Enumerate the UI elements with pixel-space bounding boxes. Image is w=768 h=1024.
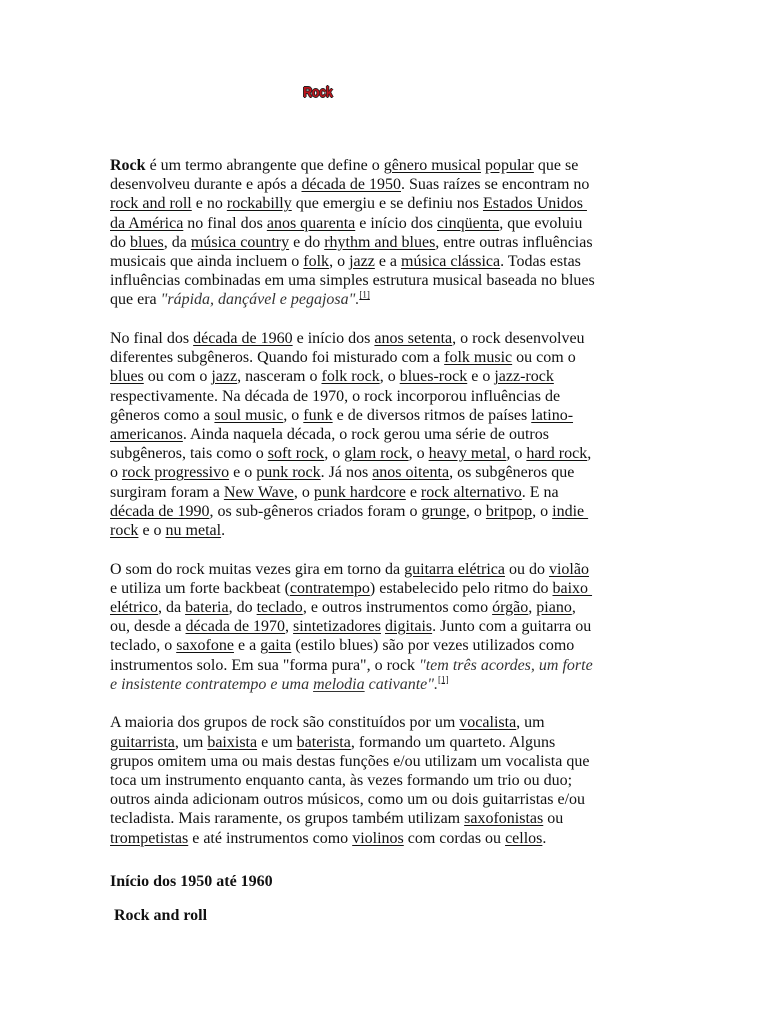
wiki-link[interactable]: baterista <box>296 733 351 751</box>
wiki-link[interactable]: blues <box>130 233 164 251</box>
text-line <box>110 598 670 617</box>
wiki-link[interactable]: bateria <box>185 598 229 616</box>
text: (estilo blues) são por vezes utilizados como <box>291 637 575 655</box>
text: e a <box>374 252 402 270</box>
wiki-link[interactable]: cinqüenta <box>437 214 500 232</box>
text: ou com o <box>512 349 576 367</box>
footnote-link[interactable]: [1] <box>437 674 449 685</box>
text: , formando um quarteto. Alguns <box>350 733 556 751</box>
text-line <box>110 829 670 848</box>
text: , os sub-gêneros criados foram o <box>209 502 422 520</box>
text: e o <box>229 464 257 482</box>
wiki-link[interactable]: música clássica <box>401 252 501 270</box>
text: . <box>542 829 547 847</box>
text: . Suas raízes se encontram no <box>401 176 590 194</box>
wiki-link[interactable]: heavy metal <box>428 445 507 463</box>
text: , o <box>283 406 304 424</box>
paragraph <box>110 713 670 847</box>
text-line <box>110 521 670 540</box>
text: , o <box>408 445 429 463</box>
wiki-link[interactable]: violão <box>548 560 589 578</box>
wiki-link[interactable]: da América <box>110 214 184 232</box>
wiki-link[interactable]: hard rock <box>526 445 588 463</box>
wiki-link[interactable]: latino- <box>531 406 574 424</box>
wiki-link[interactable]: saxofonistas <box>464 810 544 828</box>
wiki-link[interactable]: guitarra elétrica <box>404 560 505 578</box>
text: . <box>221 521 226 539</box>
wiki-link[interactable]: jazz-rock <box>494 368 554 386</box>
document-body <box>110 156 670 867</box>
text-line <box>110 406 670 425</box>
text: e início dos <box>355 214 438 232</box>
text: e o <box>467 368 495 386</box>
wiki-link[interactable]: década de 1960 <box>193 330 293 347</box>
text: teclado, o <box>110 637 177 655</box>
text-line <box>110 752 670 771</box>
text-line <box>110 502 670 521</box>
wiki-link[interactable]: jazz <box>349 252 375 270</box>
wiki-link[interactable]: saxofone <box>176 637 234 655</box>
section-heading: Início dos 1950 até 1960 <box>110 873 273 890</box>
text-line <box>110 656 670 675</box>
text: . Todas estas <box>500 252 581 270</box>
text: musicais que ainda incluem o <box>110 252 304 270</box>
text-line <box>110 367 670 386</box>
text: , o <box>532 502 553 520</box>
wiki-link[interactable]: baixo <box>552 579 593 597</box>
wiki-link[interactable]: rhythm and blues <box>324 233 436 251</box>
text-line <box>110 271 670 290</box>
text-line <box>110 560 670 579</box>
text: , e outros instrumentos como <box>302 598 493 616</box>
wiki-link[interactable]: indie <box>552 502 589 520</box>
text: , <box>285 618 294 636</box>
wiki-link[interactable]: piano <box>536 598 572 616</box>
wiki-link[interactable]: vocalista <box>459 714 517 732</box>
text: e no <box>191 195 227 213</box>
wiki-link[interactable]: funk <box>303 406 333 424</box>
wiki-link[interactable]: soft rock <box>267 445 325 463</box>
paragraph <box>110 560 670 694</box>
wiki-link[interactable]: folk music <box>444 349 513 367</box>
wiki-link[interactable]: música country <box>190 233 290 251</box>
text-line <box>110 233 670 252</box>
text: o <box>110 464 122 482</box>
text: ou, desde a <box>110 618 186 636</box>
text-line <box>110 194 670 213</box>
wiki-link[interactable]: popular <box>484 157 534 174</box>
text: e utiliza um forte backbeat ( <box>110 579 290 597</box>
wiki-link[interactable]: folk <box>303 252 330 270</box>
text: , o <box>329 252 350 270</box>
wiki-link[interactable]: guitarrista <box>110 733 175 751</box>
wiki-link[interactable]: digitais <box>385 618 433 636</box>
wiki-link[interactable]: anos quarenta <box>266 214 356 232</box>
text: tecladista. Mais raramente, os grupos também utilizam <box>110 810 465 828</box>
text-line <box>110 483 670 502</box>
text-line <box>110 252 670 271</box>
wiki-link[interactable]: rock <box>110 521 139 539</box>
text: desenvolveu durante e após a <box>110 176 302 194</box>
text: e um <box>257 733 297 751</box>
rock-logo: Rock <box>303 84 333 101</box>
wiki-link[interactable]: New Wave <box>223 483 294 501</box>
wiki-link[interactable]: melodia <box>313 675 365 693</box>
text-line <box>110 329 670 348</box>
wiki-link[interactable]: violinos <box>352 829 404 847</box>
wiki-link[interactable]: glam rock <box>344 445 409 463</box>
text: No final dos <box>110 330 194 347</box>
quote-text: e insistente contratempo e uma <box>110 675 314 693</box>
wiki-link[interactable]: sintetizadores <box>293 618 382 636</box>
text-line <box>110 387 670 406</box>
text-line <box>110 713 670 732</box>
wiki-link[interactable]: trompetistas <box>110 829 189 847</box>
text: ) estabelecido pelo ritmo do <box>369 579 553 597</box>
text: diferentes subgêneros. Quando foi misturado com a <box>110 349 445 367</box>
text: que emergiu e se definiu nos <box>291 195 483 213</box>
text: que era <box>110 291 161 309</box>
text-line <box>110 790 670 809</box>
text: ou com o <box>143 368 212 386</box>
text: , o <box>465 502 486 520</box>
wiki-link[interactable]: soul music <box>214 406 284 424</box>
text: com cordas ou <box>403 829 506 847</box>
wiki-link[interactable]: folk rock <box>321 368 380 386</box>
text: , o <box>324 445 345 463</box>
wiki-link[interactable]: Estados Unidos <box>482 195 587 213</box>
paragraph <box>110 329 670 540</box>
text: e do <box>289 233 325 251</box>
text: , que evoluiu <box>499 214 583 232</box>
wiki-link[interactable]: grunge <box>421 502 466 520</box>
text-line <box>110 771 670 790</box>
text-line <box>110 348 670 367</box>
wiki-link[interactable]: rock progressivo <box>122 464 230 482</box>
text: A maioria dos grupos de rock são constituídos por um <box>110 714 460 732</box>
text: e <box>405 483 421 501</box>
text: , nasceram o <box>237 368 322 386</box>
text: influências combinadas em uma simples estrutura musical baseada no blues <box>110 272 595 290</box>
wiki-link[interactable]: rock alternativo <box>420 483 522 501</box>
text: no final dos <box>183 214 267 232</box>
wiki-link[interactable]: rock and roll <box>110 195 192 213</box>
quote-text: cativante". <box>364 675 438 693</box>
wiki-link[interactable]: baixista <box>207 733 258 751</box>
wiki-link[interactable]: cellos <box>505 829 543 847</box>
wiki-link[interactable]: jazz <box>211 368 238 386</box>
text: e a <box>233 637 261 655</box>
text-line <box>110 636 670 655</box>
text-line <box>110 425 670 444</box>
text: e até instrumentos como <box>188 829 353 847</box>
text: ou <box>543 810 564 828</box>
text: , <box>571 598 576 616</box>
wiki-link[interactable]: punk hardcore <box>313 483 406 501</box>
wiki-link[interactable]: anos setenta <box>374 330 453 347</box>
quote-text: "tem três acordes, um forte <box>419 656 593 674</box>
text-line <box>110 175 670 194</box>
footnote-link[interactable]: [1] <box>359 289 370 300</box>
text: O som do rock muitas vezes gira em torno da <box>110 560 405 578</box>
text: que se <box>533 157 579 174</box>
text: . Ainda naquela década, o rock gerou uma série de outros <box>182 425 549 443</box>
text: é um termo abrangente que define o <box>145 157 384 174</box>
text: grupos omitem uma ou mais destas funções e/ou utilizam um vocalista que <box>110 752 590 770</box>
text: , da <box>157 598 186 616</box>
wiki-link[interactable]: elétrico <box>110 598 158 616</box>
wiki-link[interactable]: década de 1990 <box>110 502 210 520</box>
text: , um <box>516 714 545 732</box>
wiki-link[interactable]: blues <box>110 368 144 386</box>
wiki-link[interactable]: gaita <box>260 637 292 655</box>
subsection-heading: Rock and roll <box>114 907 208 924</box>
text: outros ainda adicionam outros músicos, como um ou dois guitarristas e/ou <box>110 791 586 809</box>
wiki-link[interactable]: órgão <box>492 598 529 616</box>
text: , entre outras influências <box>435 233 593 251</box>
text-line <box>110 617 670 636</box>
text: toca um instrumento enquanto canta, às vezes formando um trio ou duo; <box>110 771 573 789</box>
wiki-link[interactable]: britpop <box>485 502 533 520</box>
text-line <box>110 733 670 752</box>
text-line <box>110 444 670 463</box>
text: , <box>587 445 592 463</box>
text-line <box>110 675 670 694</box>
text: , os subgêneros que <box>449 464 575 482</box>
text: Rock <box>110 157 146 174</box>
wiki-link[interactable]: década de 1950 <box>301 176 401 194</box>
text: , o <box>506 445 527 463</box>
text: subgêneros, tais como o <box>110 445 268 463</box>
wiki-link[interactable]: teclado <box>256 598 303 616</box>
text: respectivamente. Na década de 1970, o rock incorporou influências de <box>110 387 561 405</box>
text: e início dos <box>292 330 375 347</box>
quote-text: "rápida, dançável e pegajosa". <box>160 291 360 309</box>
text: do <box>110 233 130 251</box>
text: , <box>528 598 537 616</box>
text: instrumentos solo. Em sua "forma pura", o rock <box>110 656 420 674</box>
wiki-link[interactable]: década de 1970 <box>185 618 286 636</box>
wiki-link[interactable]: anos oitenta <box>372 464 450 482</box>
text-line <box>110 214 670 233</box>
wiki-link[interactable]: rockabilly <box>226 195 292 213</box>
text: , o <box>293 483 314 501</box>
text-line <box>110 809 670 828</box>
text-line <box>110 156 670 175</box>
wiki-link[interactable]: americanos <box>110 425 183 443</box>
text: surgiram foram a <box>110 483 224 501</box>
text: e o <box>138 521 166 539</box>
text: , do <box>228 598 257 616</box>
text-line <box>110 463 670 482</box>
wiki-link[interactable]: contratempo <box>289 579 370 597</box>
text: , o rock desenvolveu <box>452 330 585 347</box>
wiki-link[interactable]: blues-rock <box>399 368 468 386</box>
text: . Junto com a guitarra ou <box>432 618 592 636</box>
text-line <box>110 290 670 309</box>
text: , da <box>163 233 191 251</box>
text: . Já nos <box>320 464 373 482</box>
wiki-link[interactable]: punk rock <box>256 464 321 482</box>
paragraph <box>110 156 670 310</box>
text-line <box>110 579 670 598</box>
text: . E na <box>521 483 559 501</box>
text: gêneros como a <box>110 406 215 424</box>
wiki-link[interactable]: nu metal <box>165 521 222 539</box>
text: , um <box>174 733 208 751</box>
text: , o <box>379 368 400 386</box>
wiki-link[interactable]: gênero musical <box>383 157 481 174</box>
text: ou do <box>504 560 549 578</box>
text: e de diversos ritmos de países <box>332 406 532 424</box>
